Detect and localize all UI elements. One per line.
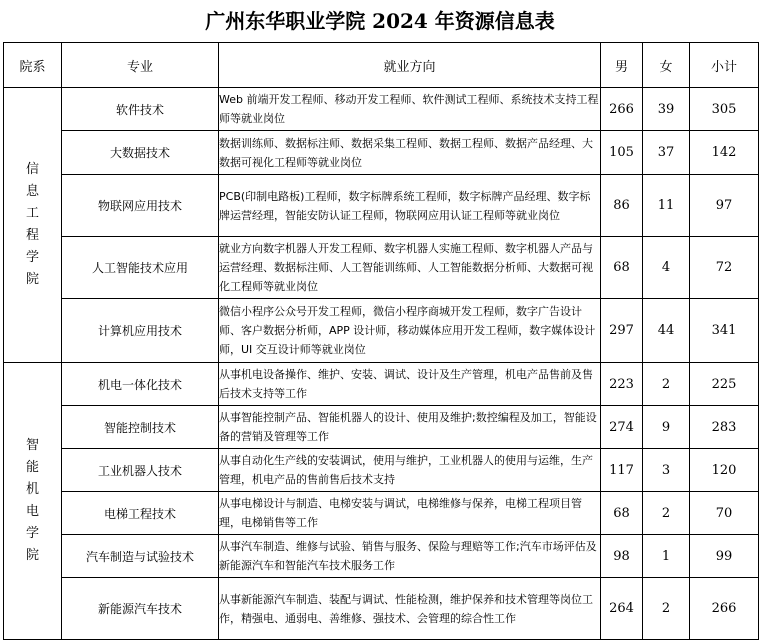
direction-cell: Web 前端开发工程师、移动开发工程师、软件测试工程师、系统技术支持工程师等就业岗位 (219, 88, 601, 131)
male-count: 223 (601, 363, 643, 406)
header-female: 女 (643, 43, 690, 88)
header-department: 院系 (4, 43, 62, 88)
male-count: 105 (601, 131, 643, 175)
table-row (4, 492, 759, 535)
female-count: 37 (643, 131, 690, 175)
major-cell: 新能源汽车技术 (62, 578, 219, 640)
major-cell: 电梯工程技术 (62, 492, 219, 535)
direction-cell: 就业方向数字机器人开发工程师、数字机器人实施工程师、数字机器人产品与运营经理、数据标注师、人工智能训练师、人工智能数据分析师、大数据可视化工程师等就业岗位 (219, 237, 601, 299)
table-row (4, 535, 759, 578)
table-row (4, 363, 759, 406)
subtotal-count: 142 (690, 131, 759, 175)
female-count: 4 (643, 237, 690, 299)
major-cell: 机电一体化技术 (62, 363, 219, 406)
table-row (4, 299, 759, 363)
male-count: 117 (601, 449, 643, 492)
direction-cell: 从事智能控制产品、智能机器人的设计、使用及维护;数控编程及加工，智能设备的营销及管理等工作 (219, 406, 601, 449)
subtotal-count: 225 (690, 363, 759, 406)
subtotal-count: 99 (690, 535, 759, 578)
department-name: 信息工程学院 (25, 162, 39, 287)
direction-cell: 微信小程序公众号开发工程师，微信小程序商城开发工程师，数字广告设计师、客户数据分析师，APP 设计师，移动媒体应用开发工程师，数字媒体设计师，UI 交互设计师等就业岗位 (219, 299, 601, 363)
direction-cell: 从事电梯设计与制造、电梯安装与调试，电梯维修与保养，电梯工程项目管理，电梯销售等工作 (219, 492, 601, 535)
female-count: 2 (643, 578, 690, 640)
major-cell: 人工智能技术应用 (62, 237, 219, 299)
resource-table (3, 42, 759, 640)
major-cell: 大数据技术 (62, 131, 219, 175)
male-count: 68 (601, 492, 643, 535)
major-cell: 工业机器人技术 (62, 449, 219, 492)
direction-cell: PCB(印制电路板)工程师，数字标牌系统工程师，数字标牌产品经理、数字标牌运营经理，智能安防认证工程师，物联网应用认证工程师等就业岗位 (219, 175, 601, 237)
page-title: 广州东华职业学院 2024 年资源信息表 (205, 9, 555, 33)
major-cell: 计算机应用技术 (62, 299, 219, 363)
direction-cell: 从事自动化生产线的安装调试，使用与维护，工业机器人的使用与运维，生产管理，机电产品的售前售后技术支持 (219, 449, 601, 492)
female-count: 2 (643, 363, 690, 406)
direction-cell: 从事汽车制造、维修与试验、销售与服务、保险与理赔等工作;汽车市场评估及新能源汽车和智能汽车技术服务工作 (219, 535, 601, 578)
table-header-row (4, 43, 759, 88)
table-row (4, 237, 759, 299)
major-cell: 物联网应用技术 (62, 175, 219, 237)
female-count: 9 (643, 406, 690, 449)
subtotal-count: 283 (690, 406, 759, 449)
major-cell: 智能控制技术 (62, 406, 219, 449)
table-row (4, 131, 759, 175)
department-cell (4, 88, 62, 363)
table-row (4, 175, 759, 237)
header-major: 专业 (62, 43, 219, 88)
subtotal-count: 120 (690, 449, 759, 492)
major-cell: 汽车制造与试验技术 (62, 535, 219, 578)
female-count: 2 (643, 492, 690, 535)
header-subtotal: 小计 (690, 43, 759, 88)
subtotal-count: 305 (690, 88, 759, 131)
subtotal-count: 97 (690, 175, 759, 237)
female-count: 39 (643, 88, 690, 131)
subtotal-count: 341 (690, 299, 759, 363)
table-row (4, 406, 759, 449)
male-count: 264 (601, 578, 643, 640)
male-count: 297 (601, 299, 643, 363)
direction-cell: 从事机电设备操作、维护、安装、调试、设计及生产管理，机电产品售前及售后技术支持等工作 (219, 363, 601, 406)
subtotal-count: 266 (690, 578, 759, 640)
table-row (4, 88, 759, 131)
male-count: 266 (601, 88, 643, 131)
female-count: 11 (643, 175, 690, 237)
header-direction: 就业方向 (219, 43, 601, 88)
department-cell (4, 363, 62, 640)
male-count: 86 (601, 175, 643, 237)
header-male: 男 (601, 43, 643, 88)
direction-cell: 数据训练师、数据标注师、数据采集工程师、数据工程师、数据产品经理、大数据可视化工程师等就业岗位 (219, 131, 601, 175)
female-count: 3 (643, 449, 690, 492)
male-count: 68 (601, 237, 643, 299)
table-row (4, 449, 759, 492)
subtotal-count: 72 (690, 237, 759, 299)
female-count: 44 (643, 299, 690, 363)
major-cell: 软件技术 (62, 88, 219, 131)
male-count: 98 (601, 535, 643, 578)
subtotal-count: 70 (690, 492, 759, 535)
table-row (4, 578, 759, 640)
direction-cell: 从事新能源汽车制造、装配与调试、性能检测，维护保养和技术管理等岗位工作，精强电、通弱电、善维修、强技术、会管理的综合性工作 (219, 578, 601, 640)
department-name: 智能机电学院 (25, 438, 39, 563)
female-count: 1 (643, 535, 690, 578)
male-count: 274 (601, 406, 643, 449)
